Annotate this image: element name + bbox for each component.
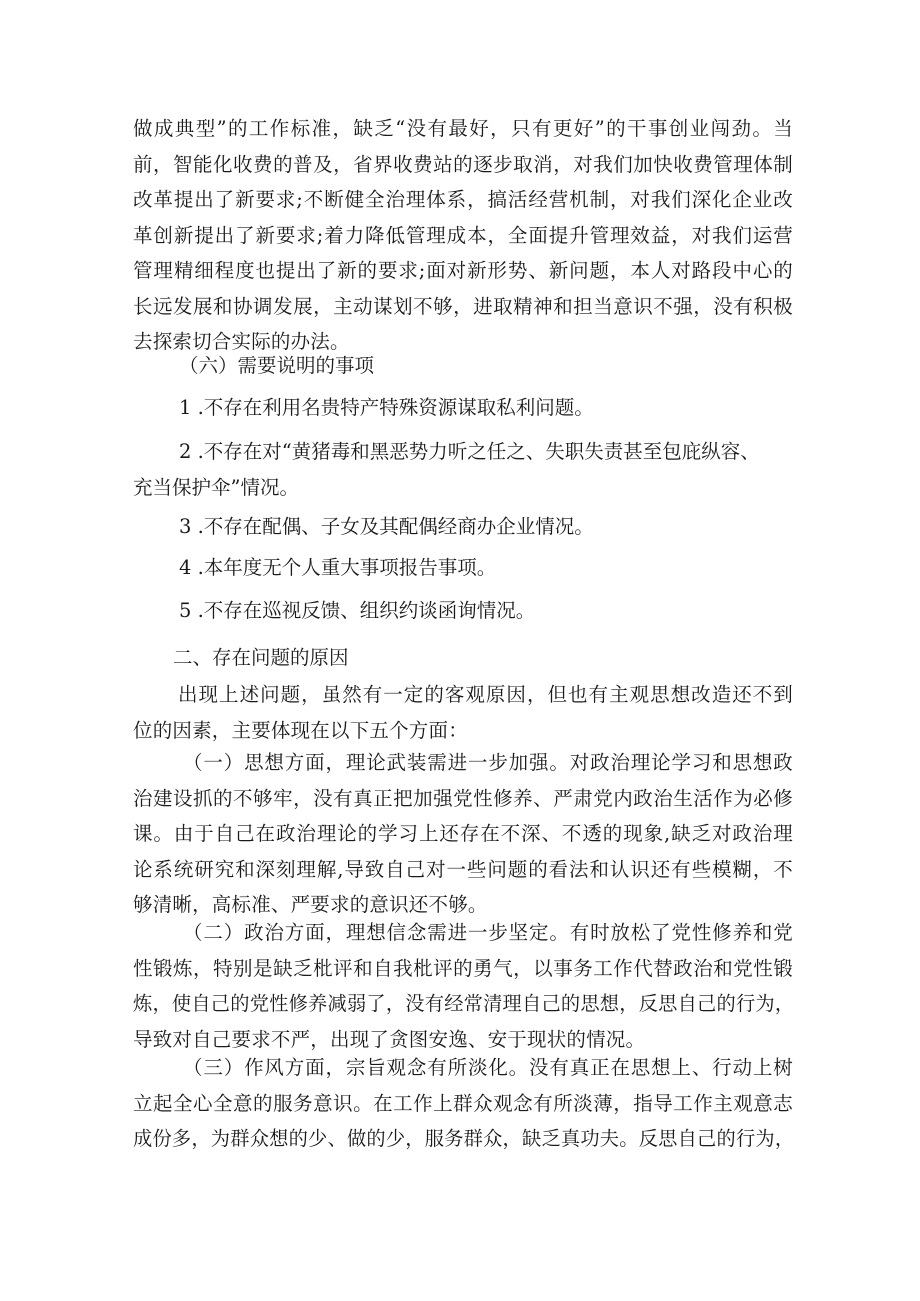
text-line: 立起全心全意的服务意识。在工作上群众观念有所淡薄，指导工作主观意志 bbox=[133, 1091, 793, 1115]
text-line: 改革提出了新要求;不断健全治理体系，搞活经营机制，对我们深化企业改 bbox=[133, 188, 793, 211]
list-item-3: 3 .不存在配偶、子女及其配偶经商办企业情况。 bbox=[179, 515, 594, 538]
text-line: 成份多，为群众想的少、做的少，服务群众，缺乏真功夫。反思自己的行为， bbox=[133, 1127, 795, 1150]
list-item-2-continued: 充当保护伞”情况。 bbox=[133, 476, 299, 499]
text-line: 导致对自己要求不严，出现了贪图安逸、安于现状的情况。 bbox=[133, 1027, 646, 1051]
text-line: 治建设抓的不够牢，没有真正把加强党性修养、严肃党内政治生活作为必修 bbox=[133, 786, 793, 810]
text-line: 性锻炼，特别是缺乏枇评和自我枇评的勇气，以事务工作代替政治和党性锻 bbox=[133, 956, 793, 980]
list-item-1: 1 .不存在利用名贵特产特殊资源谋取私利问题。 bbox=[179, 396, 594, 419]
text-line: 长远发展和协调发展，主动谋划不够，进取精神和担当意识不强，没有积极 bbox=[133, 294, 793, 318]
reason-paragraph-3 bbox=[133, 1050, 793, 1157]
text-line: （三）作风方面，宗旨观念有所淡化。没有真正在思想上、行动上树 bbox=[183, 1056, 793, 1079]
reason-paragraph-2 bbox=[133, 915, 793, 1057]
text-line: 去探索切合实际的办法。 bbox=[133, 330, 350, 353]
text-line: 课。由于自己在政治理论的学习上还存在不深、不透的现象,缺乏对政治理 bbox=[133, 822, 793, 845]
list-item-2: 2 .不存在对“黄猪毒和黑恶势力听之任之、失职失责甚至包庇纵容、 bbox=[179, 440, 760, 463]
text-line: 革创新提出了新要求;着力降低管理成本，全面提升管理效益，对我们运营 bbox=[133, 223, 793, 247]
text-line: 够清晰，高标准、严要求的意识还不够。 bbox=[133, 893, 488, 916]
paragraph-continued bbox=[133, 111, 793, 360]
text-line: 做成典型”的工作标准，缺乏“没有最好，只有更好”的干事创业闯劲。当 bbox=[133, 117, 793, 140]
text-line: 出现上述问题，虽然有一定的客观原因，但也有主观思想改造还不到 bbox=[178, 683, 793, 706]
text-line: 位的因素，主要体现在以下五个方面： bbox=[133, 718, 468, 742]
list-item-4: 4 .本年度无个人重大事项报告事项。 bbox=[179, 556, 497, 579]
section-heading-6: （六）需要说明的事项 bbox=[179, 354, 375, 377]
list-item-5: 5 .不存在巡视反馈、组织约谈函询情况。 bbox=[179, 599, 536, 622]
reason-paragraph-1 bbox=[133, 745, 793, 923]
text-line: （一）思想方面，理论武装需进一步加强。对政治理论学习和思想政 bbox=[183, 751, 793, 774]
text-line: 论系统研究和深刻理解,导致自己对一些问题的看法和认识还有些模糊，不 bbox=[133, 857, 793, 881]
intro-paragraph bbox=[133, 677, 793, 748]
text-line: （二）政治方面，理想信念需进一步坚定。有时放松了党性修养和党 bbox=[183, 921, 793, 944]
text-line: 前，智能化收费的普及，省界收费站的逐步取消，对我们加快收费管理体制 bbox=[133, 152, 793, 176]
section-heading-2: 二、存在问题的原因 bbox=[173, 646, 349, 669]
text-line: 管理精细程度也提出了新的要求;面对新形势、新问题，本人对路段中心的 bbox=[133, 259, 793, 282]
text-line: 炼，使自己的党性修养减弱了，没有经常清理自己的思想，反思自己的行为， bbox=[133, 992, 795, 1015]
